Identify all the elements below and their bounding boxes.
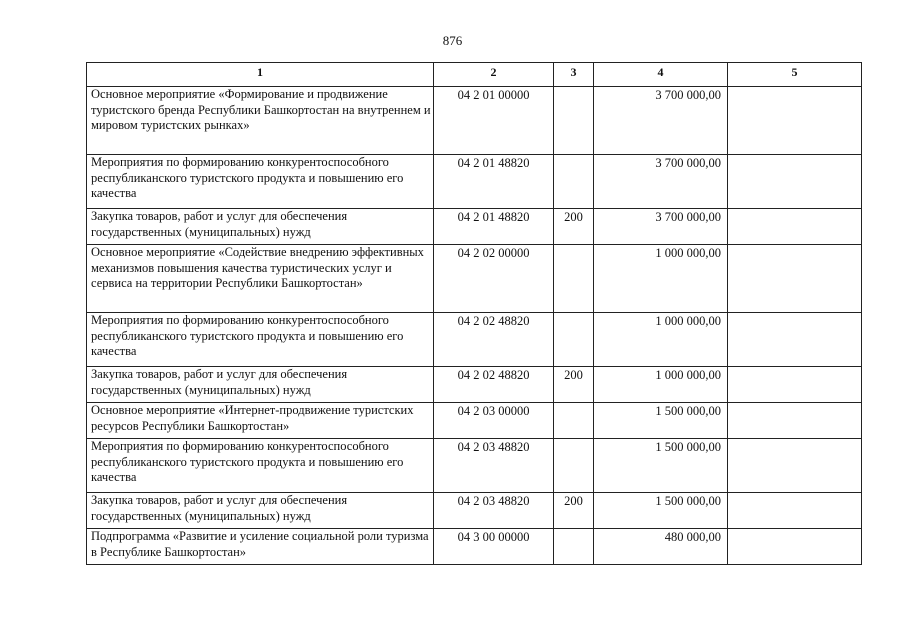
amount-cell: 480 000,00 — [594, 529, 728, 565]
description-cell: Основное мероприятие «Содействие внедрению эффективных механизмов повышения качества туристических услуг и сервиса на территории Республики Башкортостан» — [87, 245, 434, 313]
table-row — [87, 209, 862, 245]
table-row — [87, 367, 862, 403]
amount-cell: 1 500 000,00 — [594, 493, 728, 529]
column-5-cell — [728, 87, 862, 155]
table-row — [87, 245, 862, 313]
description-cell: Мероприятия по формированию конкурентоспособного республиканского туристского продукта и повышению его качества — [87, 155, 434, 209]
description-cell: Мероприятия по формированию конкурентоспособного республиканского туристского продукта и повышению его качества — [87, 439, 434, 493]
expense-type-cell — [554, 87, 594, 155]
expense-type-cell — [554, 155, 594, 209]
column-5-cell — [728, 439, 862, 493]
table-row — [87, 439, 862, 493]
description-cell: Подпрограмма «Развитие и усиление социальной роли туризма в Республике Башкортостан» — [87, 529, 434, 565]
column-header-5: 5 — [728, 63, 862, 87]
description-cell: Закупка товаров, работ и услуг для обеспечения государственных (муниципальных) нужд — [87, 367, 434, 403]
column-header-2: 2 — [434, 63, 554, 87]
column-5-cell — [728, 367, 862, 403]
amount-cell: 1 000 000,00 — [594, 245, 728, 313]
table-row — [87, 313, 862, 367]
expense-type-cell — [554, 403, 594, 439]
expense-type-cell: 200 — [554, 493, 594, 529]
budget-table — [86, 62, 862, 565]
code-cell: 04 2 03 00000 — [434, 403, 554, 439]
table-body — [87, 87, 862, 565]
amount-cell: 1 500 000,00 — [594, 439, 728, 493]
column-5-cell — [728, 245, 862, 313]
description-cell: Закупка товаров, работ и услуг для обеспечения государственных (муниципальных) нужд — [87, 209, 434, 245]
code-cell: 04 2 02 00000 — [434, 245, 554, 313]
column-5-cell — [728, 313, 862, 367]
code-cell: 04 2 03 48820 — [434, 493, 554, 529]
code-cell: 04 2 01 48820 — [434, 155, 554, 209]
column-header-1: 1 — [87, 63, 434, 87]
amount-cell: 3 700 000,00 — [594, 155, 728, 209]
description-cell: Основное мероприятие «Интернет-продвижение туристских ресурсов Республики Башкортостан» — [87, 403, 434, 439]
table-row — [87, 155, 862, 209]
table-row — [87, 87, 862, 155]
code-cell: 04 2 01 00000 — [434, 87, 554, 155]
amount-cell: 1 000 000,00 — [594, 313, 728, 367]
column-5-cell — [728, 155, 862, 209]
amount-cell: 1 500 000,00 — [594, 403, 728, 439]
page-number: 876 — [442, 33, 463, 48]
column-5-cell — [728, 403, 862, 439]
table-row — [87, 403, 862, 439]
column-header-4: 4 — [594, 63, 728, 87]
column-header-3: 3 — [554, 63, 594, 87]
description-cell: Основное мероприятие «Формирование и продвижение туристского бренда Республики Башкортостан на внутреннем и мировом туристских рынках» — [87, 87, 434, 155]
expense-type-cell — [554, 313, 594, 367]
expense-type-cell — [554, 245, 594, 313]
column-5-cell — [728, 529, 862, 565]
amount-cell: 1 000 000,00 — [594, 367, 728, 403]
amount-cell: 3 700 000,00 — [594, 87, 728, 155]
code-cell: 04 2 02 48820 — [434, 367, 554, 403]
column-5-cell — [728, 209, 862, 245]
expense-type-cell — [554, 529, 594, 565]
expense-type-cell: 200 — [554, 209, 594, 245]
code-cell: 04 2 03 48820 — [434, 439, 554, 493]
table-row — [87, 493, 862, 529]
code-cell: 04 3 00 00000 — [434, 529, 554, 565]
code-cell: 04 2 01 48820 — [434, 209, 554, 245]
description-cell: Закупка товаров, работ и услуг для обеспечения государственных (муниципальных) нужд — [87, 493, 434, 529]
expense-type-cell: 200 — [554, 367, 594, 403]
table-row — [87, 529, 862, 565]
code-cell: 04 2 02 48820 — [434, 313, 554, 367]
header-row — [87, 63, 862, 87]
column-5-cell — [728, 493, 862, 529]
expense-type-cell — [554, 439, 594, 493]
description-cell: Мероприятия по формированию конкурентоспособного республиканского туристского продукта и повышению его качества — [87, 313, 434, 367]
amount-cell: 3 700 000,00 — [594, 209, 728, 245]
